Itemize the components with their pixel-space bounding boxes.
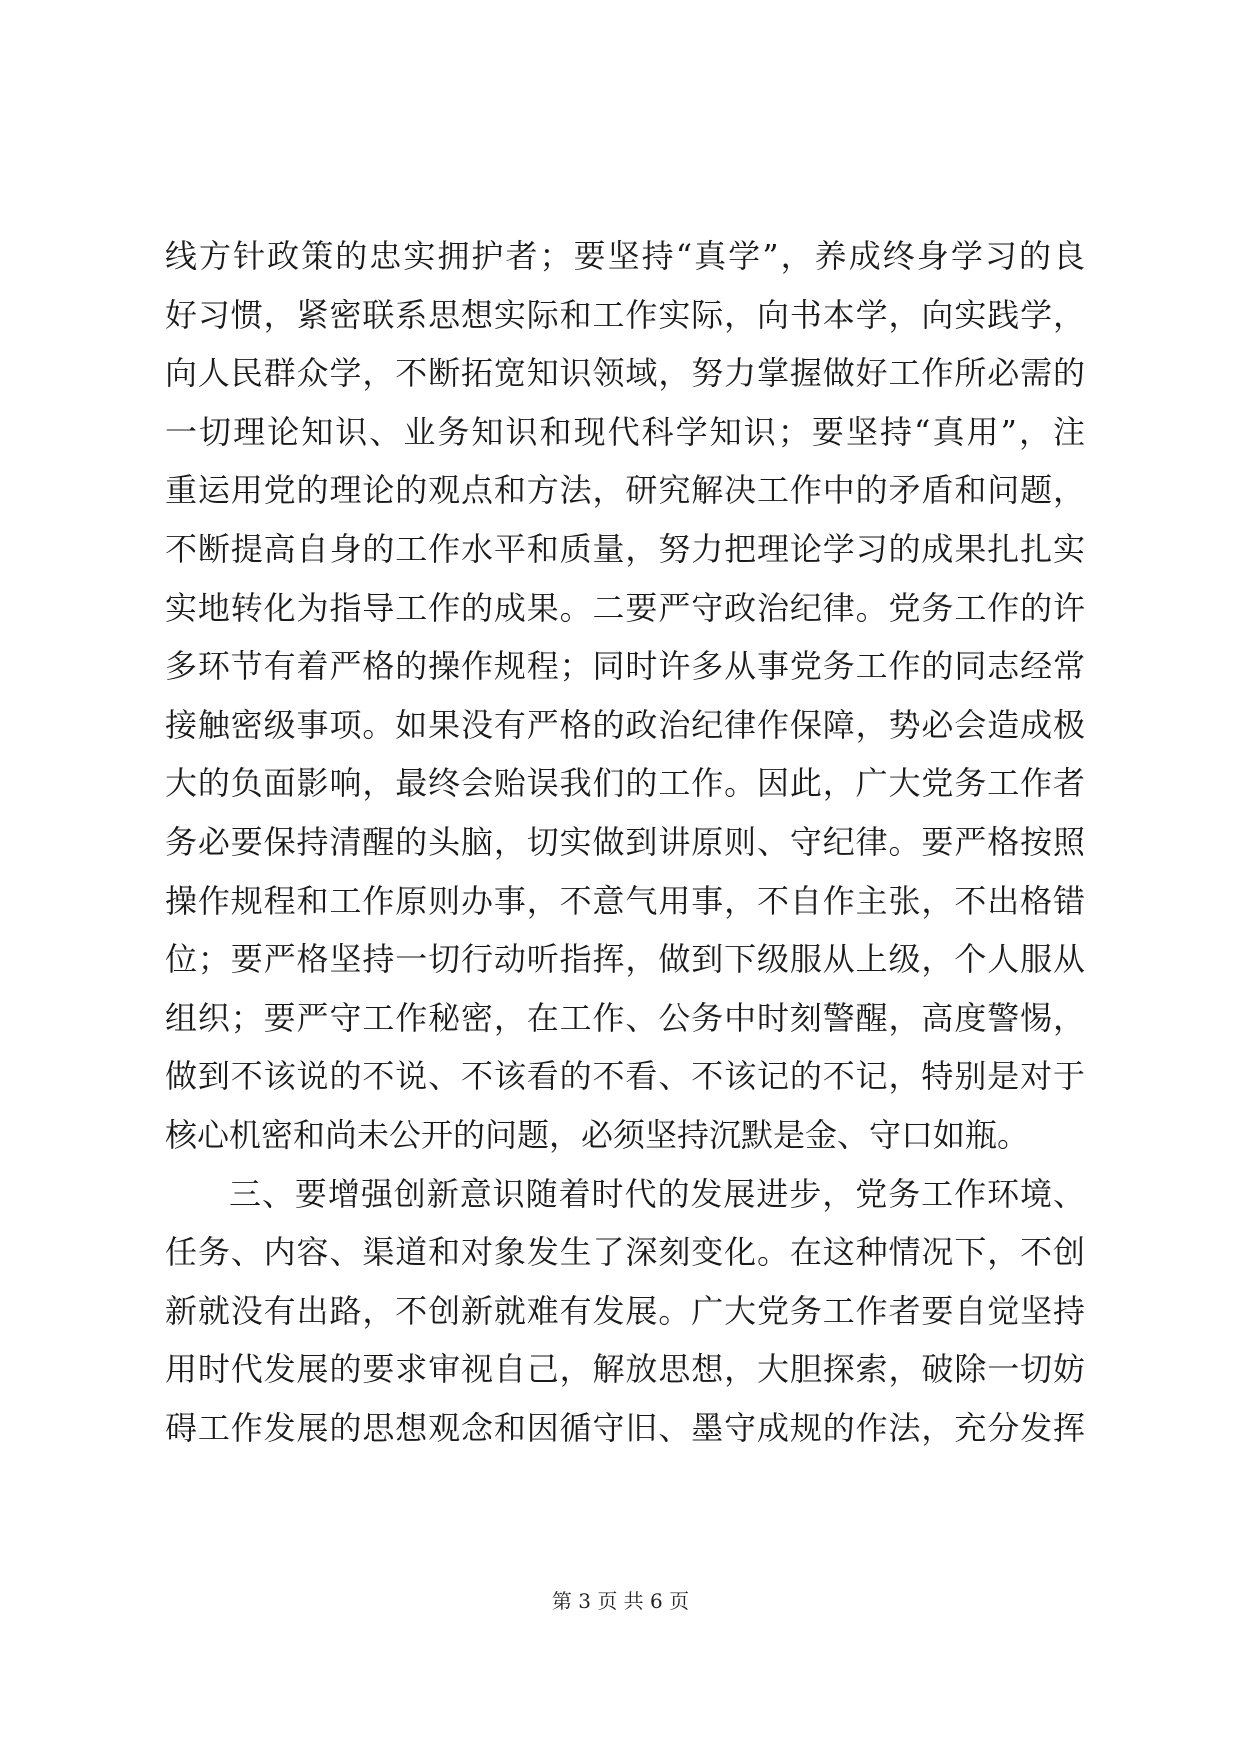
page-number-footer: 第 3 页 共 6 页 [551, 1589, 690, 1613]
text-line: 重运用党的理论的观点和方法，研究解决工作中的矛盾和问题， [165, 471, 1085, 510]
text-line: 任务、内容、渠道和对象发生了深刻变化。在这种情况下，不创 [165, 1233, 1085, 1272]
text-line: 位；要严格坚持一切行动听指挥，做到下级服从上级，个人服从 [165, 940, 1085, 979]
text-line: 向人民群众学，不断拓宽知识领域，努力掌握做好工作所必需的 [165, 354, 1085, 393]
text-line: 组织；要严守工作秘密，在工作、公务中时刻警醒，高度警惕， [165, 998, 1085, 1037]
text-line: 操作规程和工作原则办事，不意气用事，不自作主张，不出格错 [165, 881, 1085, 920]
body-text [165, 227, 1085, 1457]
text-line: 不断提高自身的工作水平和质量，努力把理论学习的成果扎扎实 [165, 529, 1085, 568]
text-line: 实地转化为指导工作的成果。二要严守政治纪律。党务工作的许 [165, 588, 1085, 627]
text-line: 多环节有着严格的操作规程；同时许多从事党务工作的同志经常 [165, 647, 1085, 686]
text-line: 务必要保持清醒的头脑，切实做到讲原则、守纪律。要严格按照 [165, 822, 1085, 861]
text-line: 用时代发展的要求审视自己，解放思想，大胆探索，破除一切妨 [165, 1350, 1085, 1389]
text-line: 线方针政策的忠实拥护者；要坚持“真学”，养成终身学习的良 [165, 237, 1085, 275]
text-line: 碍工作发展的思想观念和因循守旧、墨守成规的作法，充分发挥 [165, 1408, 1085, 1447]
text-line: 接触密级事项。如果没有严格的政治纪律作保障，势必会造成极 [165, 705, 1085, 744]
text-line: 新就没有出路，不创新就难有发展。广大党务工作者要自觉坚持 [165, 1291, 1085, 1330]
paragraph-end-line: 核心机密和尚未公开的问题，必须坚持沉默是金、守口如瓶。 [165, 1115, 1030, 1154]
text-line: 大的负面影响，最终会贻误我们的工作。因此，广大党务工作者 [165, 764, 1085, 803]
text-line: 做到不该说的不说、不该看的不看、不该记的不记，特别是对于 [165, 1057, 1085, 1096]
text-line: 好习惯，紧密联系思想实际和工作实际，向书本学，向实践学， [165, 295, 1085, 334]
section-heading-line: 三、要增强创新意识随着时代的发展进步，党务工作环境、 [229, 1174, 1085, 1213]
text-line: 一切理论知识、业务知识和现代科学知识；要坚持“真用”，注 [165, 412, 1085, 451]
